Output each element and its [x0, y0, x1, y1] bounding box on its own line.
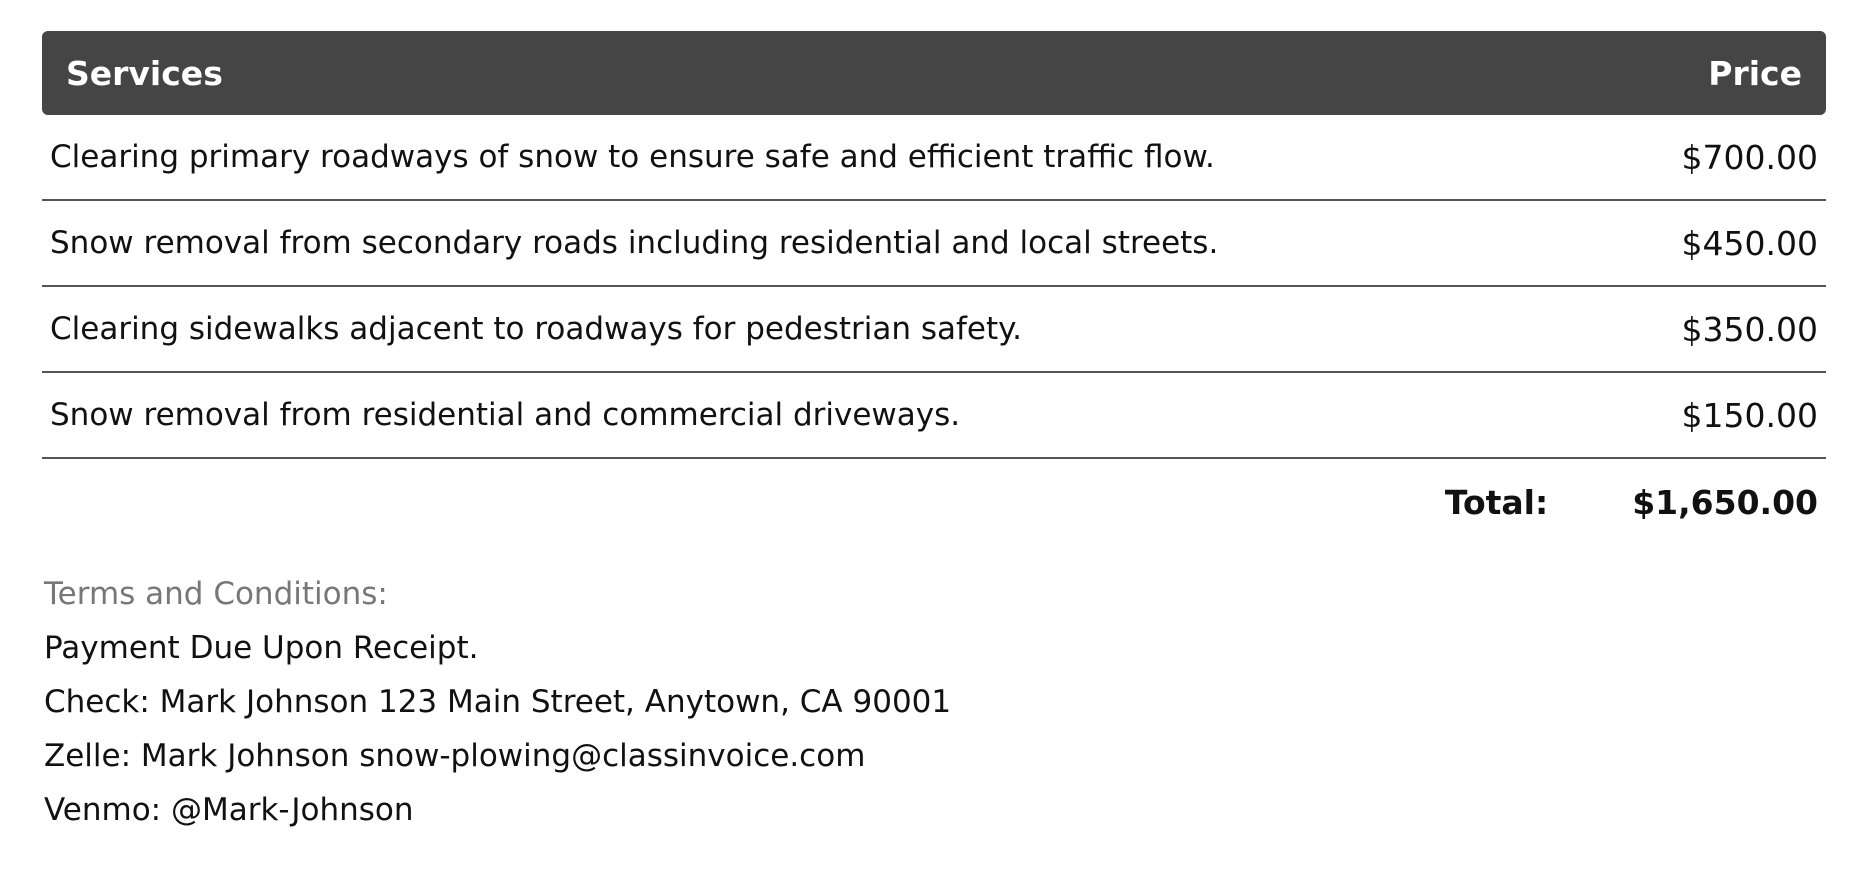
- table-header: [42, 31, 1826, 115]
- services-column-header: Services: [66, 53, 223, 93]
- invoice: [42, 31, 1826, 837]
- table-row: [42, 373, 1826, 459]
- service-description: Snow removal from secondary roads including residential and local streets.: [50, 225, 1219, 261]
- service-description: Clearing sidewalks adjacent to roadways for pedestrian safety.: [50, 311, 1022, 347]
- terms-line-payment-due: Payment Due Upon Receipt.: [44, 630, 479, 666]
- service-rows: [42, 115, 1826, 459]
- service-price: $150.00: [1681, 395, 1818, 435]
- terms-section: [42, 567, 1826, 837]
- service-price: $350.00: [1681, 309, 1818, 349]
- service-price: $450.00: [1681, 223, 1818, 263]
- service-description: Clearing primary roadways of snow to ensure safe and efficient traffic flow.: [50, 139, 1215, 175]
- table-row: [42, 201, 1826, 287]
- total-line: [42, 459, 1826, 545]
- service-price: $700.00: [1681, 137, 1818, 177]
- terms-line-check: Check: Mark Johnson 123 Main Street, Anytown, CA 90001: [44, 684, 952, 720]
- total-value: $1,650.00: [1632, 482, 1818, 522]
- terms-line-zelle: Zelle: Mark Johnson snow-plowing@classinvoice.com: [44, 738, 866, 774]
- price-column-header: Price: [1708, 53, 1802, 93]
- total-label: Total:: [1444, 482, 1549, 522]
- service-description: Snow removal from residential and commercial driveways.: [50, 397, 961, 433]
- table-row: [42, 287, 1826, 373]
- table-row: [42, 115, 1826, 201]
- terms-heading: Terms and Conditions:: [44, 576, 388, 612]
- terms-line-venmo: Venmo: @Mark-Johnson: [44, 792, 414, 828]
